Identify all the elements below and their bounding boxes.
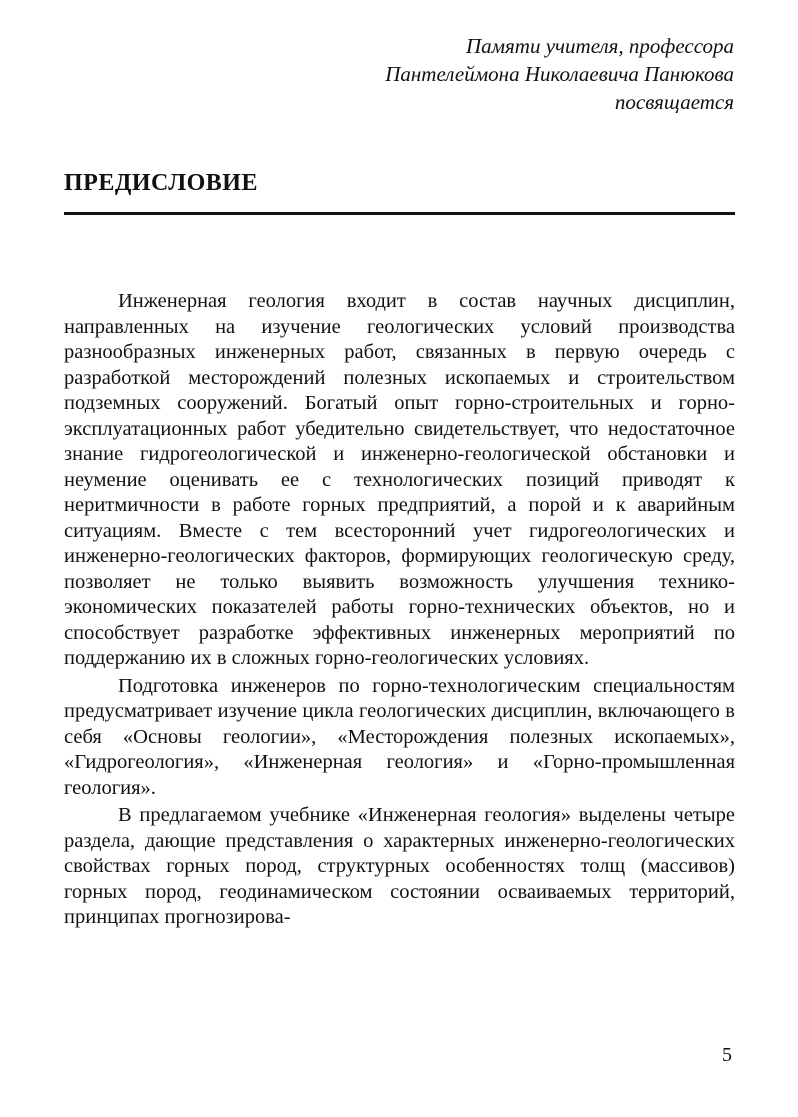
section-heading: ПРЕДИСЛОВИЕ <box>64 170 258 196</box>
dedication <box>234 32 734 116</box>
page-number: 5 <box>722 1044 732 1066</box>
dedication-line: посвящается <box>614 90 734 114</box>
heading-rule <box>64 212 735 215</box>
paragraph: В предлагаемом учебнике «Инженерная геология» выделены четыре раздела, дающие представления о характерных инженерно-геологических свойствах горных пород, структурных особенностях толщ (массивов) горных пород, геодинамическом состоянии осваиваемых территорий, принципах прогнозирова- <box>64 804 735 928</box>
paragraph: Инженерная геология входит в состав научных дисциплин, направленных на изучение геологических условий производства разнообразных инженерных работ, связанных в первую очередь с разработкой месторождений полезных ископаемых и строительством подземных сооружений. Богатый опыт горно-строительных и горно-эксплуатационных работ убедительно свидетельствует, что недостаточное знание гидрогеологической и инженерно-геологической обстановки и неумение оценивать ее с технологических позиций приводят к неритмичности в работе горных предприятий, а порой и к аварийным ситуациям. Вместе с тем всесторонний учет гидрогеологических и инженерно-геологических факторов, формирующих геологическую среду, позволяет не только выявить возможность улучшения технико-экономических показателей работы горно-технических объектов, но и способствует разработке эффективных инженерных мероприятий по поддержанию их в сложных горно-геологических условиях. <box>64 290 735 669</box>
body-text <box>64 289 735 933</box>
dedication-line: Памяти учителя, профессора <box>465 34 734 58</box>
paragraph: Подготовка инженеров по горно-технологическим специальностям предусматривает изучение цикла геологических дисциплин, включающего в себя «Основы геологии», «Месторождения полезных ископаемых», «Гидрогеология», «Инженерная геология» и «Горно-промышленная геология». <box>64 674 735 799</box>
dedication-line: Пантелеймона Николаевича Панюкова <box>385 62 734 86</box>
